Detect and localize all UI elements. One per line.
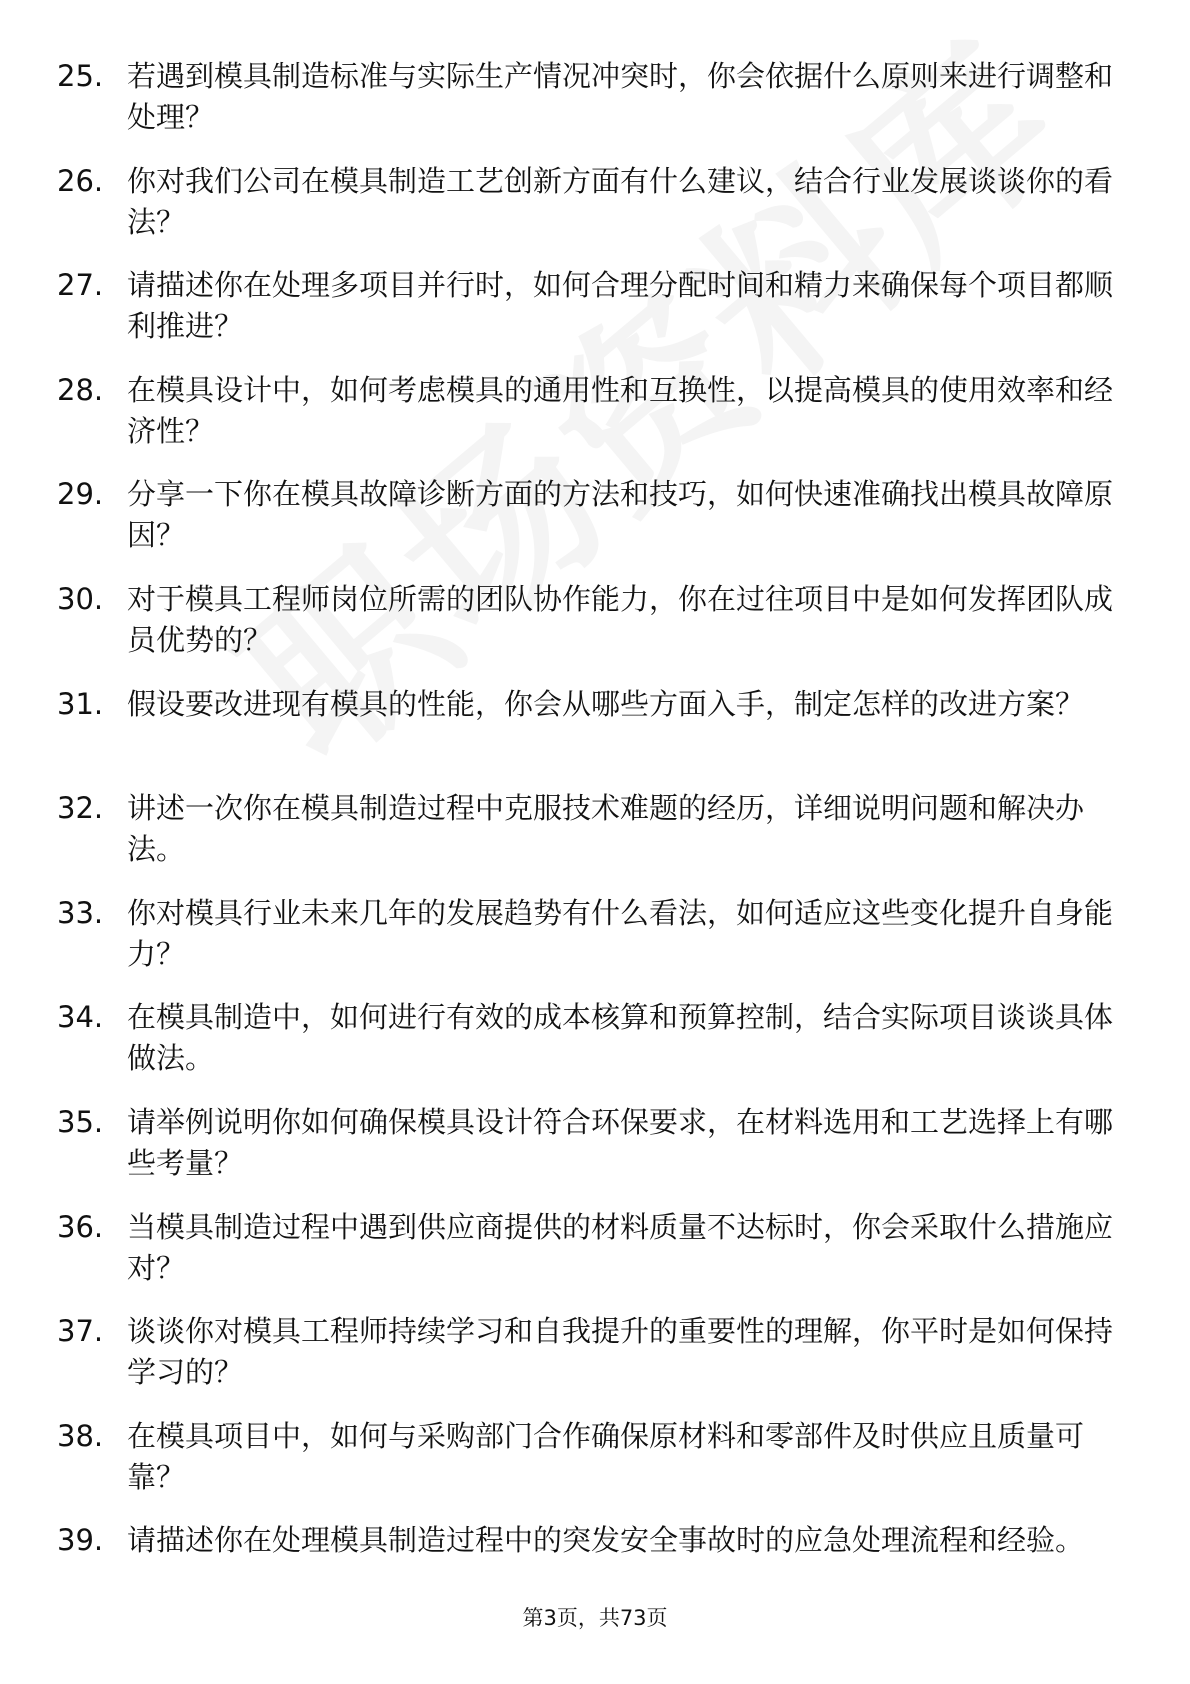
question-text: 对于模具工程师岗位所需的团队协作能力，你在过往项目中是如何发挥团队成员优势的？: [127, 581, 1114, 657]
question-text: 当模具制造过程中遇到供应商提供的材料质量不达标时，你会采取什么措施应对？: [127, 1209, 1114, 1285]
question-text: 分享一下你在模具故障诊断方面的方法和技巧，如何快速准确找出模具故障原因？: [127, 477, 1114, 553]
page-footer: 第3页，共73页: [522, 1606, 668, 1630]
question-item: [57, 1102, 1117, 1184]
question-text: 请描述你在处理模具制造过程中的突发安全事故时的应急处理流程和经验。: [127, 1523, 1085, 1558]
question-text: 假设要改进现有模具的性能，你会从哪些方面入手，制定怎样的改进方案？: [127, 686, 1085, 721]
question-item: [57, 1520, 1117, 1602]
question-text: 在模具项目中，如何与采购部门合作确保原材料和零部件及时供应且质量可靠？: [127, 1418, 1085, 1494]
question-item: [57, 56, 1117, 138]
question-number: 32.: [57, 791, 104, 826]
question-item: [57, 370, 1117, 452]
question-number: 25.: [57, 59, 104, 93]
question-list: [57, 56, 1117, 1625]
question-number: 33.: [57, 895, 104, 930]
question-item: [57, 1311, 1117, 1393]
question-text: 你对模具行业未来几年的发展趋势有什么看法，如何适应这些变化提升自身能力？: [127, 895, 1114, 971]
question-number: 35.: [57, 1104, 104, 1139]
question-item: [57, 893, 1117, 975]
question-number: 38.: [57, 1418, 104, 1453]
question-number: 39.: [57, 1523, 104, 1558]
question-number: 36.: [57, 1209, 104, 1244]
question-number: 31.: [57, 686, 104, 721]
question-number: 27.: [57, 268, 104, 303]
question-number: 30.: [57, 581, 104, 616]
question-text: 若遇到模具制造标准与实际生产情况冲突时，你会依据什么原则来进行调整和处理？: [127, 59, 1114, 134]
question-text: 讲述一次你在模具制造过程中克服技术难题的经历，详细说明问题和解决办法。: [127, 791, 1085, 867]
question-item: [57, 997, 1117, 1079]
question-number: 37.: [57, 1314, 104, 1349]
question-text: 在模具制造中，如何进行有效的成本核算和预算控制，结合实际项目谈谈具体做法。: [127, 1000, 1114, 1076]
question-text: 在模具设计中，如何考虑模具的通用性和互换性，以提高模具的使用效率和经济性？: [127, 372, 1114, 448]
question-number: 29.: [57, 477, 104, 512]
question-text: 谈谈你对模具工程师持续学习和自我提升的重要性的理解，你平时是如何保持学习的？: [127, 1314, 1114, 1390]
question-item: [57, 579, 1117, 661]
question-text: 请举例说明你如何确保模具设计符合环保要求，在材料选用和工艺选择上有哪些考量？: [127, 1104, 1114, 1180]
question-number: 26.: [57, 163, 104, 198]
question-item: [57, 1416, 1117, 1498]
question-text: 请描述你在处理多项目并行时，如何合理分配时间和精力来确保每个项目都顺利推进？: [127, 268, 1114, 344]
question-item: [57, 474, 1117, 556]
question-item: [57, 161, 1117, 243]
question-item: [57, 684, 1117, 766]
question-item: [57, 788, 1117, 870]
question-number: 34.: [57, 1000, 104, 1035]
question-item: [57, 265, 1117, 347]
question-text: 你对我们公司在模具制造工艺创新方面有什么建议，结合行业发展谈谈你的看法？: [127, 163, 1114, 239]
question-number: 28.: [57, 372, 104, 407]
question-item: [57, 1207, 1117, 1289]
